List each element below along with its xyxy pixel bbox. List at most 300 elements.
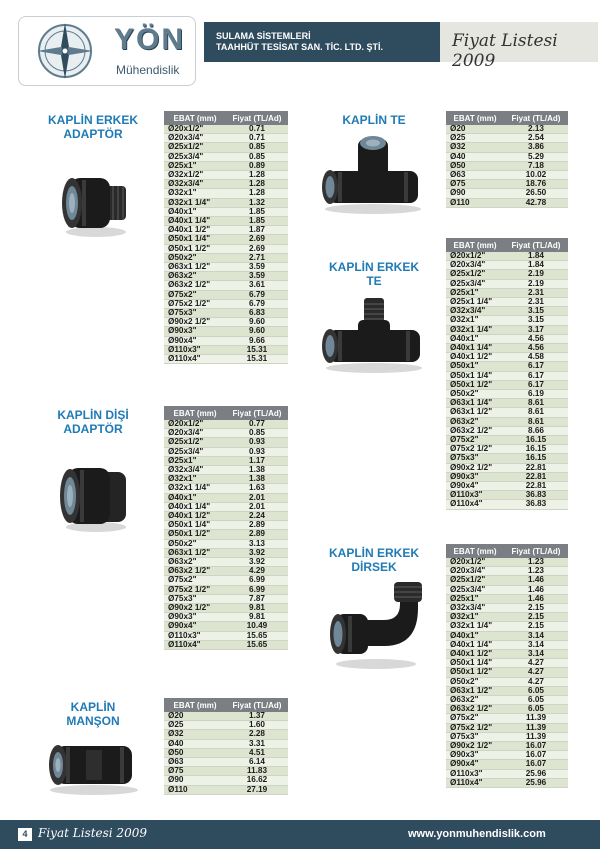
size-cell: Ø63x2 1/2" [164, 281, 226, 290]
price-cell: 3.15 [504, 316, 568, 325]
price-cell: 0.71 [226, 134, 288, 143]
price-cell: 16.07 [504, 760, 568, 769]
table-row [164, 189, 288, 198]
size-cell: Ø20x1/2" [164, 420, 226, 429]
price-cell: 1.38 [226, 475, 288, 484]
size-cell: Ø25x3/4" [164, 152, 226, 161]
price-cell: 15.65 [226, 631, 288, 640]
price-cell: 3.59 [226, 272, 288, 281]
table-row [446, 631, 568, 640]
size-cell: Ø50x2" [446, 390, 504, 399]
table-row [164, 576, 288, 585]
size-cell: Ø63x2" [446, 696, 504, 705]
price-cell: 1.87 [226, 226, 288, 235]
size-cell: Ø63 [164, 758, 226, 767]
size-cell: Ø110x3" [164, 345, 226, 354]
size-cell: Ø50x1 1/2" [446, 380, 504, 389]
price-cell: 0.89 [226, 161, 288, 170]
price-cell: 11.83 [226, 767, 288, 776]
price-cell: 2.19 [504, 270, 568, 279]
price-cell: 1.23 [504, 567, 568, 576]
size-cell: Ø40x1 1/2" [446, 353, 504, 362]
table-row [446, 500, 568, 509]
price-cell: 0.93 [226, 447, 288, 456]
size-cell: Ø90x4" [446, 482, 504, 491]
price-cell: 6.05 [504, 686, 568, 695]
brand-subtitle: Mühendislik [116, 63, 180, 77]
size-cell: Ø25 [446, 134, 504, 143]
price-table-erkek-te [446, 238, 568, 510]
table-row [446, 622, 568, 631]
price-cell: 3.59 [226, 263, 288, 272]
table-row [446, 408, 568, 417]
size-cell: Ø25x1" [164, 456, 226, 465]
size-cell: Ø90x2 1/2" [164, 604, 226, 613]
table-row [164, 336, 288, 345]
price-cell: 2.89 [226, 521, 288, 530]
section-title-erkek-te [312, 260, 436, 288]
price-cell: 16.07 [504, 751, 568, 760]
size-cell: Ø50x1 1/2" [164, 244, 226, 253]
size-cell: Ø50 [164, 748, 226, 757]
size-cell: Ø75 [446, 180, 504, 189]
table-row [164, 244, 288, 253]
price-cell: 25.96 [504, 778, 568, 787]
price-cell: 3.14 [504, 631, 568, 640]
price-cell: 1.32 [226, 198, 288, 207]
size-cell: Ø32x1 1/4" [164, 198, 226, 207]
size-cell: Ø32x1" [164, 189, 226, 198]
size-cell: Ø110x4" [446, 500, 504, 509]
size-cell: Ø25x1" [164, 161, 226, 170]
price-cell: 1.85 [226, 217, 288, 226]
table-row [446, 668, 568, 677]
size-cell: Ø32x3/4" [446, 604, 504, 613]
size-cell: Ø32x1 1/4" [164, 484, 226, 493]
price-cell: 7.87 [226, 594, 288, 603]
table-row [446, 769, 568, 778]
footer-title: Fiyat Listesi 2009 [38, 826, 147, 840]
price-cell: 1.85 [226, 207, 288, 216]
price-cell: 0.71 [226, 125, 288, 134]
table-row [446, 760, 568, 769]
size-cell: Ø110x3" [164, 631, 226, 640]
column-header-size: EBAT (mm) [164, 111, 226, 125]
table-row [446, 316, 568, 325]
size-cell: Ø40x1" [446, 631, 504, 640]
table-row [164, 327, 288, 336]
tee-fitting-icon [318, 135, 428, 215]
price-table-erkek-dirsek [446, 544, 568, 788]
section-title-manson [28, 700, 158, 728]
size-cell: Ø40 [446, 152, 504, 161]
size-cell: Ø63x2 1/2" [164, 567, 226, 576]
section-title-line2: ADAPTÖR [63, 422, 123, 436]
table-row [164, 776, 288, 785]
price-cell: 8.61 [504, 399, 568, 408]
price-cell: 2.31 [504, 298, 568, 307]
price-cell: 6.17 [504, 362, 568, 371]
size-cell: Ø40x1 1/2" [164, 226, 226, 235]
table-row [164, 493, 288, 502]
price-cell: 11.39 [504, 723, 568, 732]
female-adaptor-fitting-icon [56, 462, 136, 534]
table-row [446, 714, 568, 723]
price-cell: 22.81 [504, 463, 568, 472]
price-cell: 2.89 [226, 530, 288, 539]
price-cell: 4.29 [226, 567, 288, 576]
table-row [164, 785, 288, 794]
table-row [164, 198, 288, 207]
price-cell: 4.51 [226, 748, 288, 757]
size-cell: Ø40x1" [164, 207, 226, 216]
price-cell: 6.19 [504, 390, 568, 399]
table-row [446, 198, 568, 207]
price-table-disi-adaptor [164, 406, 288, 650]
price-cell: 6.17 [504, 371, 568, 380]
price-cell: 1.28 [226, 180, 288, 189]
size-cell: Ø63x2" [164, 272, 226, 281]
price-cell: 6.83 [226, 309, 288, 318]
size-cell: Ø50x2" [446, 677, 504, 686]
size-cell: Ø20 [164, 712, 226, 721]
size-cell: Ø40x1 1/2" [164, 512, 226, 521]
price-cell: 0.85 [226, 429, 288, 438]
price-cell: 1.37 [226, 712, 288, 721]
size-cell: Ø50x1 1/4" [164, 235, 226, 244]
size-cell: Ø90x3" [446, 751, 504, 760]
column-header-price: Fiyat (TL/Ad) [226, 698, 288, 712]
table-row [446, 454, 568, 463]
size-cell: Ø50x2" [164, 253, 226, 262]
size-cell: Ø90x3" [164, 327, 226, 336]
size-cell: Ø75 [164, 767, 226, 776]
column-header-size: EBAT (mm) [446, 111, 504, 125]
price-cell: 9.81 [226, 604, 288, 613]
table-row [164, 739, 288, 748]
column-header-price: Fiyat (TL/Ad) [504, 111, 568, 125]
table-row [164, 730, 288, 739]
table-row [446, 576, 568, 585]
size-cell: Ø90x2 1/2" [446, 463, 504, 472]
section-title-line2: ADAPTÖR [63, 127, 123, 141]
section-title-line1: KAPLİN ERKEK [328, 260, 419, 274]
table-row [164, 281, 288, 290]
size-cell: Ø40x1 1/4" [446, 344, 504, 353]
table-row [164, 585, 288, 594]
price-cell: 4.27 [504, 677, 568, 686]
table-row [164, 152, 288, 161]
size-cell: Ø32 [164, 730, 226, 739]
price-cell: 9.60 [226, 318, 288, 327]
size-cell: Ø25x1/2" [164, 438, 226, 447]
price-cell: 15.31 [226, 345, 288, 354]
size-cell: Ø40x1" [446, 334, 504, 343]
price-cell: 1.46 [504, 576, 568, 585]
size-cell: Ø75x3" [164, 594, 226, 603]
section-title-erkek-dirsek [312, 546, 436, 574]
price-cell: 11.39 [504, 732, 568, 741]
size-cell: Ø25x1/2" [446, 576, 504, 585]
size-cell: Ø90 [446, 189, 504, 198]
size-cell: Ø63x1 1/2" [446, 408, 504, 417]
section-title-line1: KAPLİN TE [342, 113, 406, 127]
price-cell: 1.38 [226, 466, 288, 475]
section-title-line2: DİRSEK [351, 560, 397, 574]
table-row [446, 325, 568, 334]
price-table-te [446, 111, 568, 208]
price-cell: 1.63 [226, 484, 288, 493]
price-cell: 3.92 [226, 548, 288, 557]
column-header-size: EBAT (mm) [164, 698, 226, 712]
price-cell: 3.14 [504, 640, 568, 649]
price-cell: 4.56 [504, 334, 568, 343]
size-cell: Ø63x1 1/4" [446, 399, 504, 408]
size-cell: Ø63x1 1/2" [164, 263, 226, 272]
table-row [446, 778, 568, 787]
table-row [164, 447, 288, 456]
size-cell: Ø25x3/4" [446, 279, 504, 288]
size-cell: Ø63x2" [446, 417, 504, 426]
size-cell: Ø25x3/4" [164, 447, 226, 456]
section-title-line2: MANŞON [66, 714, 120, 728]
size-cell: Ø110 [164, 785, 226, 794]
price-cell: 3.61 [226, 281, 288, 290]
size-cell: Ø75x2" [164, 290, 226, 299]
size-cell: Ø90x4" [164, 622, 226, 631]
table-row [164, 539, 288, 548]
price-cell: 26.50 [504, 189, 568, 198]
size-cell: Ø63x2" [164, 558, 226, 567]
price-cell: 22.81 [504, 482, 568, 491]
table-row [164, 235, 288, 244]
size-cell: Ø32x3/4" [446, 307, 504, 316]
price-cell: 2.01 [226, 502, 288, 511]
size-cell: Ø75x2 1/2" [446, 723, 504, 732]
price-table-manson [164, 698, 288, 795]
section-title-line2: TE [366, 274, 382, 288]
website-link[interactable]: www.yonmuhendislik.com [408, 828, 546, 840]
table-row [446, 279, 568, 288]
size-cell: Ø32x3/4" [164, 180, 226, 189]
size-cell: Ø110x3" [446, 491, 504, 500]
price-cell: 1.17 [226, 456, 288, 465]
table-row [446, 585, 568, 594]
size-cell: Ø20x1/2" [164, 125, 226, 134]
size-cell: Ø32x1" [164, 475, 226, 484]
price-cell: 0.85 [226, 152, 288, 161]
price-cell: 16.07 [504, 742, 568, 751]
size-cell: Ø32x3/4" [164, 466, 226, 475]
size-cell: Ø25x1/2" [446, 270, 504, 279]
size-cell: Ø25x3/4" [446, 585, 504, 594]
size-cell: Ø25x1/2" [164, 143, 226, 152]
size-cell: Ø40 [164, 739, 226, 748]
size-cell: Ø75x2 1/2" [164, 299, 226, 308]
column-header-price: Fiyat (TL/Ad) [226, 406, 288, 420]
price-cell: 16.15 [504, 454, 568, 463]
price-cell: 15.31 [226, 355, 288, 364]
size-cell: Ø75x2" [164, 576, 226, 585]
price-cell: 4.56 [504, 344, 568, 353]
table-row [164, 631, 288, 640]
size-cell: Ø63x2 1/2" [446, 705, 504, 714]
price-cell: 3.15 [504, 307, 568, 316]
table-row [446, 463, 568, 472]
price-cell: 4.27 [504, 659, 568, 668]
section-title-te [312, 113, 436, 127]
size-cell: Ø20x3/4" [446, 567, 504, 576]
size-cell: Ø90 [164, 776, 226, 785]
price-cell: 6.79 [226, 299, 288, 308]
header-band [204, 22, 598, 71]
table-row [164, 484, 288, 493]
price-cell: 36.83 [504, 500, 568, 509]
size-cell: Ø40x1 1/2" [446, 650, 504, 659]
price-cell: 4.27 [504, 668, 568, 677]
size-cell: Ø25x1" [446, 288, 504, 297]
price-cell: 9.60 [226, 327, 288, 336]
size-cell: Ø110x4" [164, 355, 226, 364]
price-cell: 3.14 [504, 650, 568, 659]
size-cell: Ø50x1 1/2" [446, 668, 504, 677]
male-adaptor-fitting-icon [56, 170, 136, 240]
size-cell: Ø20 [446, 125, 504, 134]
size-cell: Ø110x3" [446, 769, 504, 778]
table-row [446, 152, 568, 161]
size-cell: Ø32x1" [446, 613, 504, 622]
table-row [446, 371, 568, 380]
price-cell: 16.15 [504, 445, 568, 454]
price-cell: 27.19 [226, 785, 288, 794]
price-cell: 22.81 [504, 472, 568, 481]
brand-name: YÖN [114, 23, 186, 56]
size-cell: Ø75x3" [446, 454, 504, 463]
price-cell: 0.77 [226, 420, 288, 429]
size-cell: Ø75x2 1/2" [164, 585, 226, 594]
price-cell: 2.15 [504, 604, 568, 613]
table-row [446, 417, 568, 426]
price-cell: 1.28 [226, 171, 288, 180]
section-title-line1: KAPLİN [70, 700, 116, 714]
price-cell: 2.69 [226, 244, 288, 253]
section-title-line1: KAPLİN ERKEK [47, 113, 138, 127]
price-cell: 0.85 [226, 143, 288, 152]
size-cell: Ø25 [164, 721, 226, 730]
price-table-erkek-adaptor [164, 111, 288, 364]
size-cell: Ø90x3" [164, 613, 226, 622]
size-cell: Ø75x2" [446, 714, 504, 723]
column-header-price: Fiyat (TL/Ad) [504, 238, 568, 252]
company-panel [204, 22, 440, 62]
price-cell: 5.29 [504, 152, 568, 161]
price-cell: 2.19 [504, 279, 568, 288]
price-cell: 3.92 [226, 558, 288, 567]
size-cell: Ø75x2" [446, 436, 504, 445]
section-title-erkek-adaptor [28, 113, 158, 141]
price-cell: 11.39 [504, 714, 568, 723]
size-cell: Ø20x1/2" [446, 558, 504, 567]
price-cell: 4.58 [504, 353, 568, 362]
price-cell: 2.28 [226, 730, 288, 739]
price-cell: 2.15 [504, 613, 568, 622]
price-cell: 8.66 [504, 426, 568, 435]
price-cell: 1.84 [504, 252, 568, 261]
column-header-price: Fiyat (TL/Ad) [504, 544, 568, 558]
price-cell: 6.99 [226, 585, 288, 594]
price-cell: 2.15 [504, 622, 568, 631]
size-cell: Ø32x1 1/4" [446, 622, 504, 631]
price-cell: 3.13 [226, 539, 288, 548]
price-cell: 6.17 [504, 380, 568, 389]
price-cell: 6.05 [504, 705, 568, 714]
table-row [164, 438, 288, 447]
size-cell: Ø63x2 1/2" [446, 426, 504, 435]
column-header-size: EBAT (mm) [446, 238, 504, 252]
price-cell: 8.61 [504, 417, 568, 426]
price-cell: 1.84 [504, 261, 568, 270]
price-cell: 7.18 [504, 161, 568, 170]
price-cell: 10.49 [226, 622, 288, 631]
price-cell: 2.71 [226, 253, 288, 262]
table-row [164, 355, 288, 364]
section-title-disi-adaptor [28, 408, 158, 436]
price-cell: 1.28 [226, 189, 288, 198]
logo [18, 16, 196, 86]
size-cell: Ø32 [446, 143, 504, 152]
size-cell: Ø50 [446, 161, 504, 170]
table-row [164, 622, 288, 631]
price-cell: 2.54 [504, 134, 568, 143]
price-cell: 3.17 [504, 325, 568, 334]
size-cell: Ø90x2 1/2" [164, 318, 226, 327]
price-cell: 3.86 [504, 143, 568, 152]
section-title-line1: KAPLİN DİŞİ [57, 408, 129, 422]
size-cell: Ø32x1" [446, 316, 504, 325]
size-cell: Ø50x2" [164, 539, 226, 548]
price-cell: 8.61 [504, 408, 568, 417]
size-cell: Ø20x3/4" [446, 261, 504, 270]
table-row [164, 530, 288, 539]
price-cell: 2.01 [226, 493, 288, 502]
size-cell: Ø90x2 1/2" [446, 742, 504, 751]
table-row [164, 290, 288, 299]
size-cell: Ø20x1/2" [446, 252, 504, 261]
size-cell: Ø32x1/2" [164, 171, 226, 180]
size-cell: Ø50x1 1/4" [164, 521, 226, 530]
column-header-size: EBAT (mm) [164, 406, 226, 420]
size-cell: Ø63x1 1/2" [446, 686, 504, 695]
price-cell: 6.05 [504, 696, 568, 705]
price-cell: 16.62 [226, 776, 288, 785]
size-cell: Ø25x1" [446, 594, 504, 603]
price-cell: 2.13 [504, 125, 568, 134]
price-cell: 2.24 [226, 512, 288, 521]
male-tee-fitting-icon [318, 296, 430, 374]
page-number: 4 [18, 828, 32, 841]
company-line2: TAAHHÜT TESİSAT SAN. TİC. LTD. ŞTİ. [216, 42, 383, 52]
compass-rose-icon [22, 20, 108, 82]
price-cell: 42.78 [504, 198, 568, 207]
column-header-size: EBAT (mm) [446, 544, 504, 558]
size-cell: Ø40x1 1/4" [446, 640, 504, 649]
table-row [164, 143, 288, 152]
company-line1: SULAMA SİSTEMLERİ [216, 31, 311, 41]
size-cell: Ø110x4" [164, 640, 226, 649]
price-list-title: Fiyat Listesi 2009 [452, 31, 558, 71]
price-cell: 9.81 [226, 613, 288, 622]
price-cell: 3.31 [226, 739, 288, 748]
